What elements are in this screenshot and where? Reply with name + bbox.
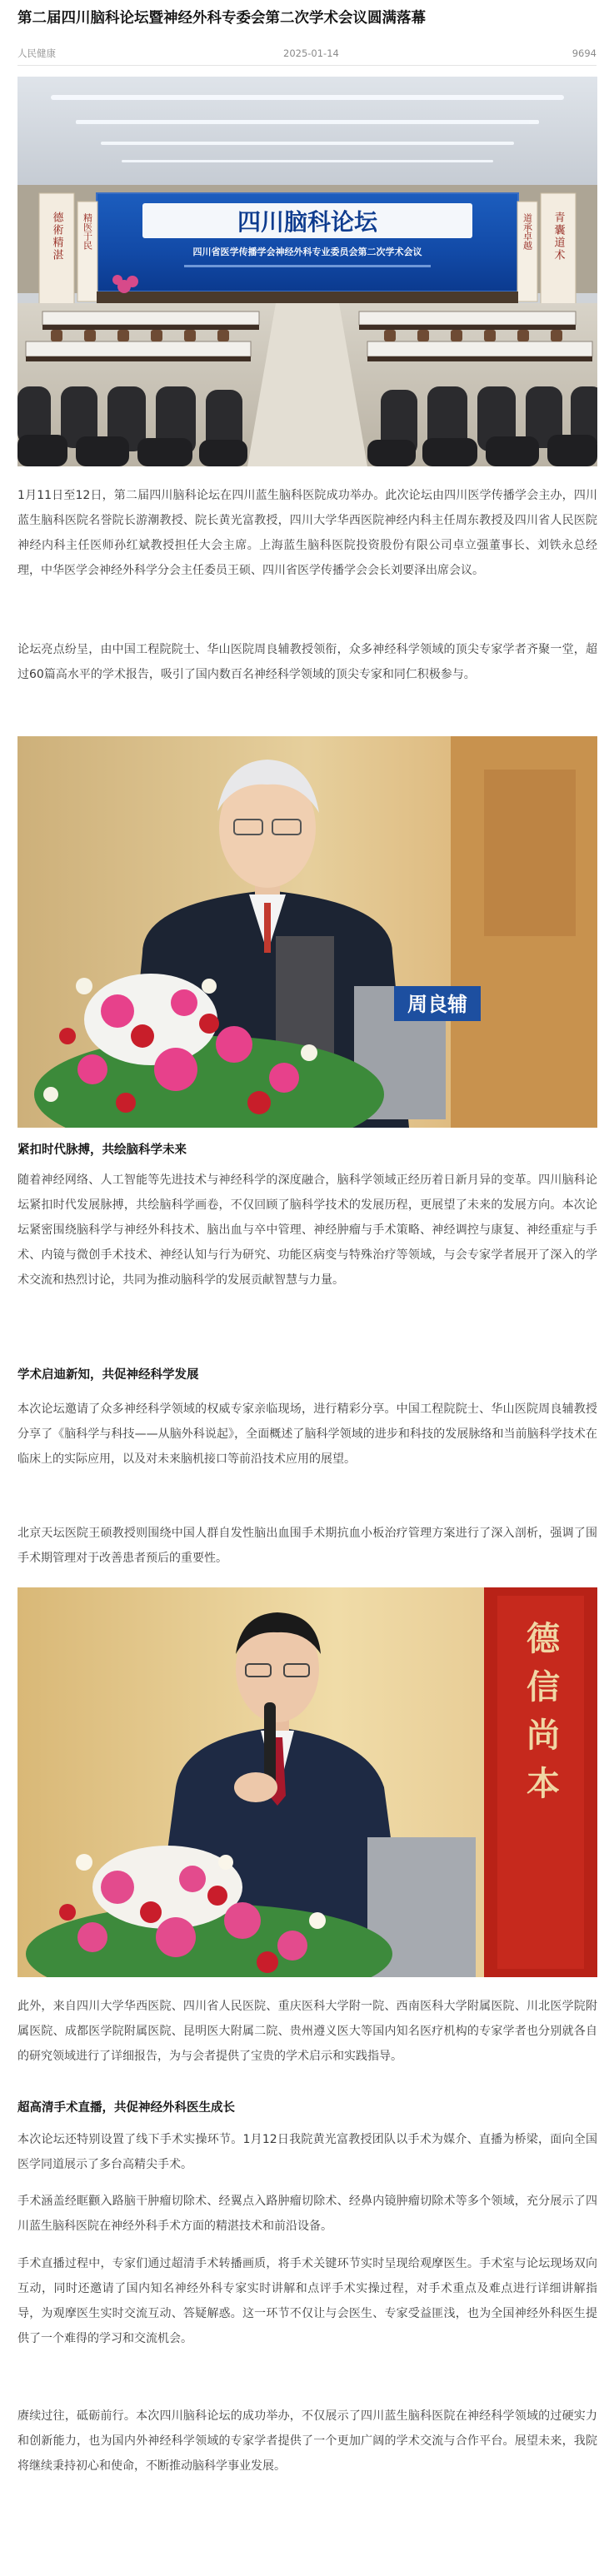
- paragraph-institutions: 此外，来自四川大学华西医院、四川省人民医院、重庆医科大学附一院、西南医科大学附属医院、川北医学院附属医院、成都医学院附属医院、昆明医大附属二院、贵州遵义医大等国内知名医疗机构的专家学者也分别就各自的研究领域进行了详细报告，为与会者提供了宝贵的学术启示和实践指导。: [17, 2000, 597, 2063]
- article-date: 2025-01-14: [283, 47, 339, 59]
- paragraph-closing: 赓续过往，砥砺前行。本次四川脑科论坛的成功举办，不仅展示了四川蓝生脑科医院在神经科学领域的过硬实力和创新能力，也为国内外神经科学领域的专家学者提供了一个更加广阔的学术交流与合作平台。展望未来，我院将继续秉持初心和使命，不断推动脑科学事业发展。: [17, 2409, 597, 2473]
- conference-hall-photo: [17, 77, 597, 466]
- section-heading-live: 超高清手术直播，共促神经外科医生成长: [17, 2101, 235, 2115]
- title-divider: [17, 65, 597, 66]
- speaker-wang-photo: [17, 1587, 597, 1977]
- paragraph-era: 随着神经网络、人工智能等先进技术与神经科学的深度融合，脑科学领域正经历着日新月异的变革。四川脑科论坛紧扣时代发展脉搏，共绘脑科学画卷，不仅回顾了脑科学技术的发展历程，更展望了未来的发展方向。本次论坛紧密围绕脑科学与神经外科技术、脑出血与卒中管理、神经肿瘤与手术策略、神经调控与康复、神经重症与手术、内镜与微创手术技术、神经认知与行为研究、功能区病变与特殊治疗等领域，与会专家学者展开了深入的学术交流和热烈讨论，共同为推动脑科学的发展贡献智慧与力量。: [17, 1173, 597, 1287]
- paragraph-tiantan: 北京天坛医院王硕教授则围绕中国人群自发性脑出血围手术期抗血小板治疗管理方案进行了深入剖析，强调了围手术期管理对于改善患者预后的重要性。: [17, 1527, 597, 1565]
- section-heading-academic: 学术启迪新知，共促神经科学发展: [17, 1368, 199, 1382]
- speaker-nameplate: 周良辅: [407, 993, 467, 1016]
- banner-title: 四川脑科论坛: [237, 208, 378, 236]
- left-scroll-text: 德術精湛: [50, 212, 63, 262]
- section-heading-era: 紧扣时代脉搏，共绘脑科学未来: [17, 1144, 187, 1157]
- article-source[interactable]: 人民健康: [17, 47, 56, 59]
- paragraph-surgery-scope: 手术涵盖经眶颧入路脑干肿瘤切除术、经翼点入路肿瘤切除术、经鼻内镜肿瘤切除术等多个领域，充分展示了四川蓝生脑科医院在神经外科手术方面的精湛技术和前沿设备。: [17, 2195, 597, 2233]
- left-scroll-small-text: 精医于民: [82, 213, 93, 250]
- paragraph-live-intro: 本次论坛还特别设置了线下手术实操环节。1月12日我院黄光富教授团队以手术为媒介、直播为桥梁，面向全国医学同道展示了多台高精尖手术。: [17, 2133, 597, 2171]
- speaker-zhou-photo: [17, 736, 597, 1128]
- paragraph-opening: 1月11日至12日，第二届四川脑科论坛在四川蓝生脑科医院成功举办。此次论坛由四川医学传播学会主办，四川蓝生脑科医院名誉院长游潮教授、院长黄光富教授，四川大学华西医院神经内科主任周东教授及四川省人民医院神经内科主任医师孙红斌教授担任大会主席。上海蓝生脑科医院投资股份有限公司卓立强董事长、刘铁永总经理，中华医学会神经外科学分会主任委员王硕、四川省医学传播学会会长刘要泽出席会议。: [17, 489, 597, 577]
- paragraph-highlights: 论坛亮点纷呈，由中国工程院院士、华山医院周良辅教授领衔，众多神经科学领域的顶尖专家学者齐聚一堂，超过60篇高水平的学术报告，吸引了国内数百名神经科学领域的顶尖专家和同仁积极参与。: [17, 643, 597, 681]
- paragraph-academic: 本次论坛邀请了众多神经科学领域的权威专家亲临现场，进行精彩分享。中国工程院院士、华山医院周良辅教授分享了《脑科学与科技——从脑外科说起》，全面概述了脑科学领域的进步和科技的发展脉络和当前脑科学技术在临床上的实际应用，以及对未来脑机接口等前沿技术应用的展望。: [17, 1403, 597, 1466]
- right-scroll-text: 青囊道术: [552, 212, 565, 262]
- scroll-text: 德信尚本: [521, 1621, 561, 1814]
- article-title: 第二届四川脑科论坛暨神经外科专委会第二次学术会议圆满落幕: [17, 10, 426, 27]
- right-scroll-small-text: 道承卓越: [522, 213, 533, 250]
- banner-subtitle: 四川省医学传播学会神经外科专业委员会第二次学术会议: [192, 247, 422, 257]
- paragraph-live-process: 手术直播过程中，专家们通过超清手术转播画质，将手术关键环节实时呈现给观摩医生。手术室与论坛现场双向互动，同时还邀请了国内知名神经外科专家实时讲解和点评手术实操过程，对手术重点及难点进行详细讲解指导，为观摩医生实时交流互动、答疑解惑。这一环节不仅让与会医生、专家受益匪浅，也为全国神经外科医生提供了一个难得的学习和交流机会。: [17, 2257, 597, 2345]
- article-views: 9694: [572, 47, 597, 59]
